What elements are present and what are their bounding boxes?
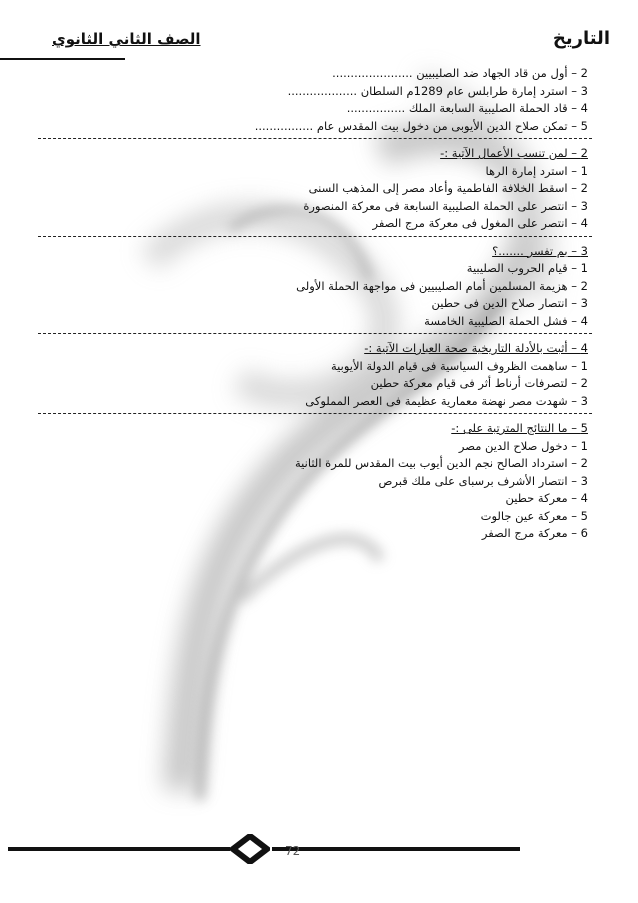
question-section (138, 420, 588, 543)
list-item: 3 – انتصار الأشرف برسباى على ملك قبرص (378, 473, 588, 488)
list-item: 3 – شهدت مصر نهضة معمارية عظيمة فى العصر المملوكى (305, 393, 588, 408)
list-item: 4 – فشل الحملة الصليبية الخامسة (424, 313, 588, 328)
list-item: 2 – استرداد الصالح نجم الدين أيوب بيت المقدس للمرة الثانية (295, 456, 588, 470)
list-item: 2 – لتصرفات أرناط أثر فى قيام معركة حطين (370, 376, 588, 390)
diamond-ornament-icon (230, 834, 270, 864)
question-section (138, 145, 588, 233)
question-title: 4 – أثبت بالأدلة التاريخية صحة العبارات الآتية :- (364, 341, 588, 355)
list-item: 2 – هزيمة المسلمين أمام الصليبيين فى مواجهة الحملة الأولى (296, 278, 588, 293)
list-item: 1 – ساهمت الظروف السياسية فى قيام الدولة الأيوبية (331, 358, 588, 373)
list-item: 3 – انتصر على الحملة الصليبية السابعة فى معركة المنصورة (303, 198, 588, 213)
question-title: 5 – ما النتائج المترتبة على :- (451, 421, 588, 435)
footer-rule-right (272, 847, 520, 851)
worksheet-content (138, 65, 588, 543)
intro-list (138, 65, 588, 135)
list-item: 4 – معركة حطين (505, 491, 588, 505)
list-item: 3 – انتصار صلاح الدين فى حطين (431, 296, 588, 310)
page-number: 72 (285, 844, 301, 858)
section-divider (38, 236, 592, 237)
list-item: 4 – قاد الحملة الصليبية السابعة الملك ................ (346, 101, 588, 115)
list-item: 1 – استرد إمارة الرها (485, 163, 588, 178)
list-item: 6 – معركة مرج الصفر (481, 526, 588, 540)
footer-rule-left (8, 847, 230, 851)
page-header (0, 28, 638, 68)
page-footer (0, 836, 638, 866)
list-item: 4 – انتصر على المغول فى معركة مرج الصفر (372, 216, 588, 230)
section-divider (38, 413, 592, 414)
section-divider (38, 333, 592, 334)
list-item: 5 – معركة عين جالوت (480, 508, 588, 523)
section-divider (38, 138, 592, 139)
grade-title: الصف الثاني الثانوي (52, 30, 201, 48)
list-item: 1 – قيام الحروب الصليبية (466, 261, 588, 275)
list-item: 5 – تمكن صلاح الدين الأيوبى من دخول بيت المقدس عام ................ (254, 118, 588, 133)
header-rule (0, 58, 125, 60)
question-title: 2 – لمن تنسب الأعمال الآتية :- (440, 146, 588, 160)
list-item: 3 – استرد إمارة طرابلس عام 1289م السلطان ................... (287, 83, 588, 98)
list-item: 2 – أول من قاد الجهاد ضد الصليبيين ...................... (332, 66, 588, 80)
list-item: 2 – اسقط الخلافة الفاطمية وأعاد مصر إلى المذهب السنى (308, 181, 588, 195)
question-section (138, 340, 588, 410)
subject-title: التاريخ (552, 28, 610, 49)
question-title: 3 – بم تفسر .......؟ (492, 243, 588, 258)
list-item: 1 – دخول صلاح الدين مصر (458, 438, 588, 453)
question-section (138, 243, 588, 331)
